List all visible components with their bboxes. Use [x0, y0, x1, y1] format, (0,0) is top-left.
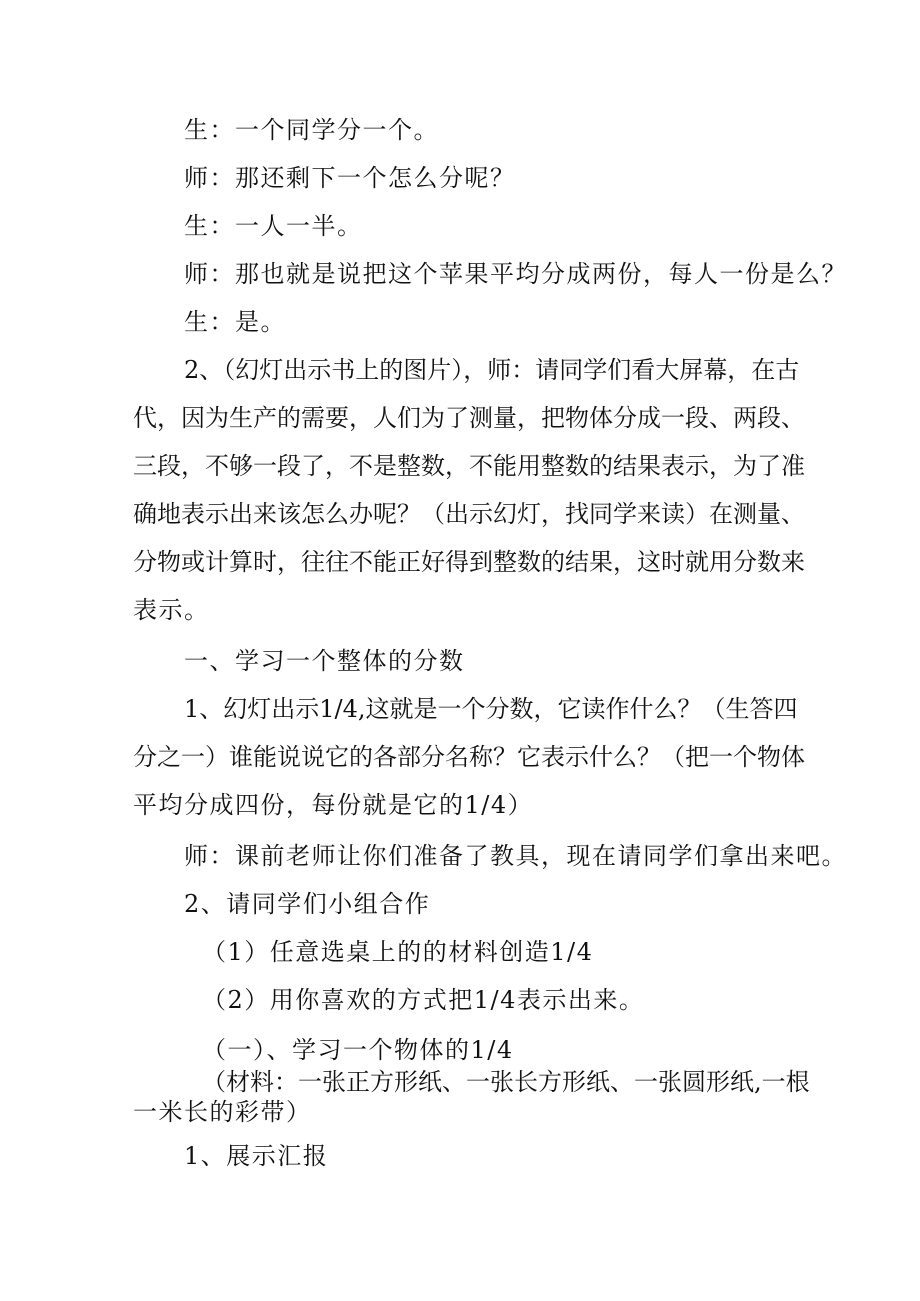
list-item: 1、展示汇报	[184, 1142, 329, 1170]
paragraph-line: 2、（幻灯出示书上的图片），师：请同学们看大屏幕，在古	[184, 356, 800, 384]
section-heading: 一、学习一个整体的分数	[184, 647, 465, 675]
list-item: （2）用你喜欢的方式把1/4表示出来。	[202, 986, 645, 1014]
subsection-heading: （一）、学习一个物体的1/4	[202, 1036, 514, 1064]
paragraph-line: 表示。	[133, 596, 210, 624]
paragraph-line: 确地表示出来该怎么办呢？（出示幻灯，找同学来读）在测量、	[133, 500, 805, 528]
materials-note: 一米长的彩带）	[133, 1098, 312, 1126]
paragraph-line: 1、幻灯出示1/4,这就是一个分数，它读作什么？（生答四	[184, 695, 798, 723]
dialogue-line: 生：一人一半。	[184, 212, 363, 240]
paragraph-line: 分物或计算时，往往不能正好得到整数的结果，这时就用分数来	[133, 548, 805, 576]
dialogue-line: 师：课前老师让你们准备了教具，现在请同学们拿出来吧。	[184, 842, 847, 870]
dialogue-line: 师：那还剩下一个怎么分呢？	[184, 164, 516, 192]
dialogue-line: 生：是。	[184, 308, 286, 336]
list-heading: 2、请同学们小组合作	[184, 890, 431, 918]
list-item: （1）任意选桌上的的材料创造1/4	[202, 938, 594, 966]
dialogue-line: 生：一个同学分一个。	[184, 116, 439, 144]
materials-note: （材料：一张正方形纸、一张长方形纸、一张圆形纸,一根	[202, 1068, 810, 1096]
paragraph-line: 分之一）谁能说说它的各部分名称？它表示什么？（把一个物体	[133, 743, 805, 771]
dialogue-line: 师：那也就是说把这个苹果平均分成两份，每人一份是么？	[184, 260, 847, 288]
paragraph-line: 三段，不够一段了，不是整数，不能用整数的结果表示，为了准	[133, 452, 805, 480]
paragraph-line: 平均分成四份，每份就是它的1/4）	[133, 791, 534, 819]
paragraph-line: 代，因为生产的需要，人们为了测量，把物体分成一段、两段、	[133, 404, 805, 432]
